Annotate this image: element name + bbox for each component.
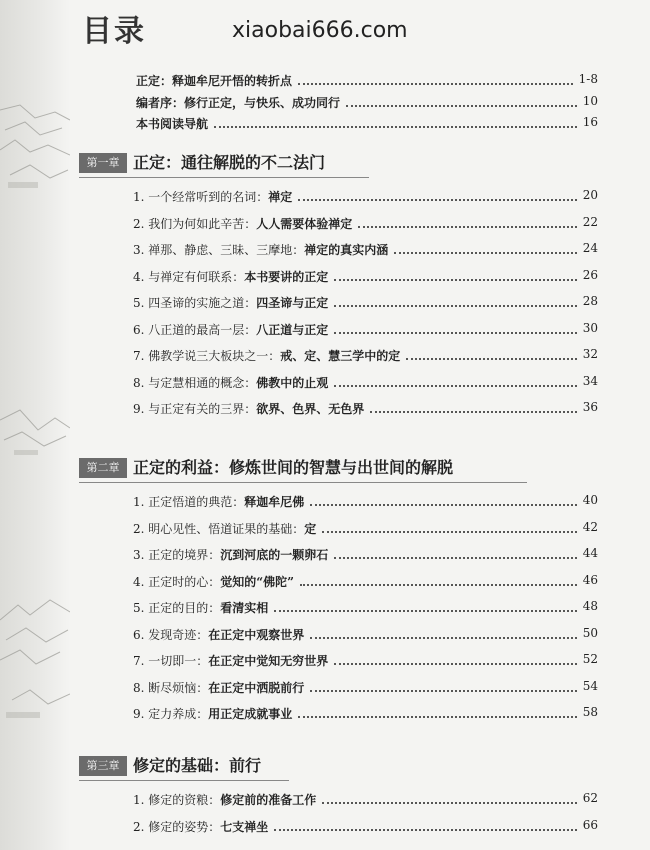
chapter-badge: 第一章 (79, 153, 127, 173)
intro-title: 编者序：修行正定，与快乐、成功同行 (136, 96, 341, 110)
toc-row[interactable] (0, 520, 650, 540)
toc-row[interactable] (0, 347, 650, 367)
page-title: 目录 (82, 14, 146, 49)
entry-prefix: 正定的境界： (148, 548, 221, 562)
chapter-title: 正定的利益：修炼世间的智慧与出世间的解脱 (133, 458, 454, 477)
dot-leader (322, 802, 576, 804)
entry-number: 9. (133, 707, 149, 721)
toc-row[interactable] (0, 705, 650, 725)
entry-label (133, 626, 304, 643)
entry-label (133, 652, 328, 669)
entry-emphasis: 看清实相 (220, 601, 269, 615)
dot-leader (346, 105, 577, 107)
entry-number: 4. (133, 574, 149, 589)
entry-number: 3. (133, 548, 149, 562)
chapter-badge: 第三章 (79, 756, 127, 776)
page-number: 32 (582, 347, 598, 361)
entry-label (133, 546, 328, 563)
page-number: 26 (582, 267, 598, 282)
toc-row[interactable] (0, 294, 650, 314)
page-number: 30 (582, 320, 598, 335)
toc-row[interactable] (0, 546, 650, 566)
entry-label (133, 374, 328, 391)
entry-emphasis: 四圣谛与正定 (256, 296, 329, 310)
entry-label (133, 347, 400, 364)
entry-label (133, 215, 352, 232)
entry-number: 1. (133, 190, 149, 204)
dot-leader (334, 305, 576, 307)
dot-leader (394, 252, 576, 254)
entry-emphasis: 人人需要体验禅定 (256, 216, 353, 231)
dot-leader (310, 637, 576, 639)
entry-label (136, 72, 292, 89)
toc-row[interactable] (0, 94, 650, 114)
page-number: 46 (582, 572, 598, 587)
entry-number: 9. (133, 402, 149, 416)
entry-prefix: 与禅定有何联系： (148, 269, 245, 284)
entry-emphasis: 定 (304, 521, 317, 536)
dot-leader (298, 716, 576, 718)
page-number: 24 (582, 241, 598, 255)
entry-label (133, 268, 328, 285)
toc-row[interactable] (0, 626, 650, 646)
entry-prefix: 一个经常听到的名词： (148, 190, 269, 204)
entry-emphasis: 戒、定、慧三学中的定 (280, 349, 401, 363)
entry-label (133, 679, 304, 696)
page-number: 36 (582, 400, 598, 414)
dot-leader (274, 829, 576, 831)
entry-emphasis: 欲界、色界、无色界 (256, 402, 365, 416)
toc-row[interactable] (0, 791, 650, 811)
entry-number: 2. (133, 216, 149, 231)
page-number: 50 (582, 625, 598, 640)
toc-row[interactable] (0, 599, 650, 619)
dot-leader (334, 385, 576, 387)
toc-row[interactable] (0, 115, 650, 135)
entry-emphasis: 八正道与正定 (256, 322, 329, 337)
page-number: 20 (582, 188, 598, 202)
entry-prefix: 一切即一： (148, 654, 209, 668)
entry-prefix: 正定时的心： (148, 574, 221, 589)
toc-row[interactable] (0, 573, 650, 593)
entry-prefix: 我们为何如此辛苦： (148, 216, 257, 231)
entry-prefix: 禅那、静虑、三昧、三摩地： (148, 243, 305, 257)
entry-emphasis: 修定前的准备工作 (220, 793, 317, 807)
entry-prefix: 四圣谛的实施之道： (148, 296, 257, 310)
page-number: 28 (582, 294, 598, 308)
toc-row[interactable] (0, 374, 650, 394)
entry-label (133, 493, 304, 510)
toc-row[interactable] (0, 652, 650, 672)
dot-leader (358, 226, 576, 228)
entry-emphasis: 佛教中的止观 (256, 375, 329, 390)
toc-row[interactable] (0, 241, 650, 261)
toc-row[interactable] (0, 215, 650, 235)
entry-number: 1. (133, 495, 149, 509)
entry-label (133, 791, 316, 808)
entry-emphasis: 禅定 (268, 190, 293, 204)
entry-prefix: 八正道的最高一层： (148, 322, 257, 337)
entry-emphasis: 在正定中洒脱前行 (208, 680, 305, 695)
entry-label (133, 520, 316, 537)
dot-leader (214, 126, 577, 128)
entry-label (133, 241, 388, 258)
entry-number: 7. (133, 349, 149, 363)
entry-emphasis: 本书要讲的正定 (244, 269, 329, 284)
entry-emphasis: 禅定的真实内涵 (304, 243, 389, 257)
dot-leader (300, 584, 577, 586)
toc-row[interactable] (0, 321, 650, 341)
page-number: 52 (582, 652, 598, 666)
toc-row[interactable] (0, 679, 650, 699)
entry-number: 5. (133, 296, 149, 310)
entry-prefix: 正定的目的： (148, 601, 221, 615)
entry-number: 2. (133, 521, 149, 536)
toc-row[interactable] (0, 188, 650, 208)
entry-number: 8. (133, 375, 149, 390)
dot-leader (298, 83, 573, 85)
dot-leader (310, 690, 576, 692)
page-number: 44 (582, 546, 598, 560)
entry-number: 6. (133, 322, 149, 337)
toc-row[interactable] (0, 72, 650, 92)
page-number: 48 (582, 599, 598, 613)
entry-number: 4. (133, 269, 149, 284)
entry-emphasis: 在正定中觉知无穷世界 (208, 654, 329, 668)
chapter-underline (79, 482, 527, 483)
entry-emphasis: 释迦牟尼佛 (244, 495, 305, 509)
entry-number: 5. (133, 601, 149, 615)
dot-leader (334, 663, 576, 665)
entry-label (133, 573, 294, 590)
entry-label (133, 321, 328, 338)
intro-title: 本书阅读导航 (136, 117, 209, 131)
dot-leader (334, 332, 576, 334)
entry-emphasis: 用正定成就事业 (208, 707, 293, 721)
entry-prefix: 修定的姿势： (148, 819, 221, 834)
dot-leader (322, 531, 576, 533)
entry-prefix: 定力养成： (148, 707, 209, 721)
entry-label (133, 294, 328, 311)
entry-label (133, 188, 292, 205)
entry-emphasis: 在正定中观察世界 (208, 627, 305, 642)
dot-leader (310, 504, 576, 506)
entry-prefix: 明心见性、悟道证果的基础： (148, 521, 305, 536)
page-number: 58 (582, 705, 598, 719)
entry-number: 1. (133, 793, 149, 807)
entry-prefix: 发现奇迹： (148, 627, 209, 642)
page-number: 16 (582, 115, 598, 129)
chapter-title: 修定的基础：前行 (133, 756, 262, 775)
page-number: 66 (582, 817, 598, 832)
entry-prefix: 修定的资粮： (148, 793, 221, 807)
entry-number: 3. (133, 243, 149, 257)
chapter-badge: 第二章 (79, 458, 127, 478)
intro-title: 正定：释迦牟尼开悟的转折点 (136, 74, 293, 88)
toc-row[interactable] (0, 818, 650, 838)
entry-label (136, 115, 208, 132)
entry-label (133, 599, 268, 616)
page-number: 22 (582, 214, 598, 229)
entry-label (136, 94, 340, 111)
toc-row[interactable] (0, 400, 650, 420)
page-number: 54 (582, 678, 598, 693)
dot-leader (274, 610, 576, 612)
watermark-text: xiaobai666.com (232, 18, 408, 43)
chapter-underline (79, 780, 289, 781)
entry-emphasis: 觉知的“佛陀” (220, 574, 295, 589)
dot-leader (334, 279, 576, 281)
entry-label (133, 818, 268, 835)
toc-row[interactable] (0, 493, 650, 513)
page-number: 10 (582, 94, 598, 108)
page-number: 1-8 (578, 72, 598, 86)
dot-leader (334, 557, 576, 559)
entry-number: 8. (133, 680, 149, 695)
dot-leader (370, 411, 576, 413)
entry-prefix: 断尽烦恼： (148, 680, 209, 695)
page-number: 62 (582, 791, 598, 805)
entry-prefix: 与正定有关的三界： (148, 402, 257, 416)
entry-prefix: 与定慧相通的概念： (148, 375, 257, 390)
page-number: 42 (582, 519, 598, 534)
dot-leader (406, 358, 576, 360)
entry-number: 6. (133, 627, 149, 642)
chapter-underline (79, 177, 369, 178)
entry-number: 7. (133, 654, 149, 668)
page-number: 40 (582, 493, 598, 507)
entry-label (133, 705, 292, 722)
chapter-title: 正定：通往解脱的不二法门 (133, 153, 326, 172)
dot-leader (298, 199, 576, 201)
entry-emphasis: 七支禅坐 (220, 819, 269, 834)
entry-emphasis: 沉到河底的一颗卵石 (220, 548, 329, 562)
toc-row[interactable] (0, 268, 650, 288)
entry-label (133, 400, 364, 417)
entry-prefix: 佛教学说三大板块之一： (148, 349, 281, 363)
entry-prefix: 正定悟道的典范： (148, 495, 245, 509)
entry-number: 2. (133, 819, 149, 834)
page-number: 34 (582, 373, 598, 388)
